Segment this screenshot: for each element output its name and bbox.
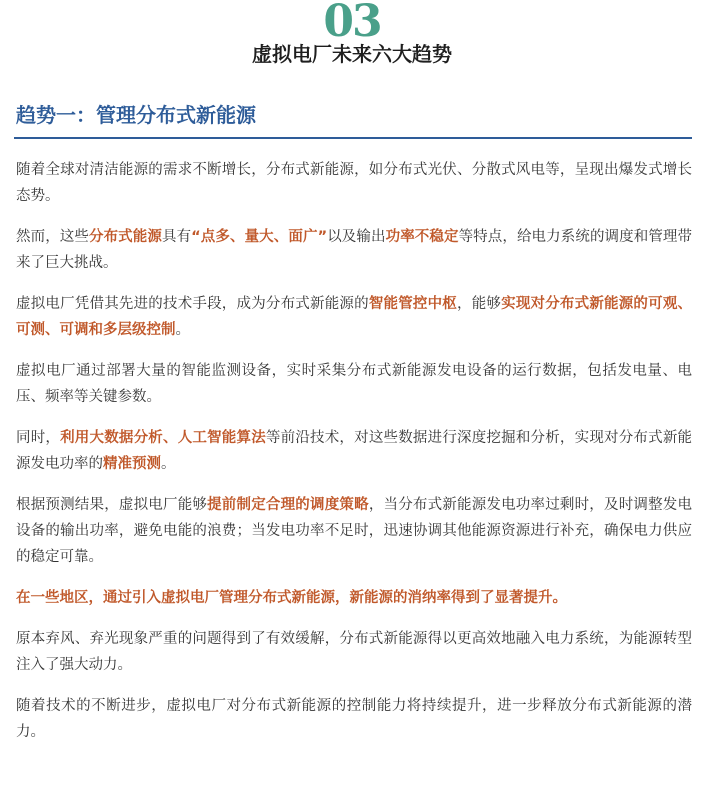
section-number: 03 — [323, 0, 381, 38]
paragraph-5 — [16, 425, 692, 477]
paragraph-1 — [16, 157, 692, 209]
paragraph-text: 。 — [161, 456, 176, 472]
paragraph-text: 等前沿技术，对这些数据进行深度挖掘和分析，实现对分布式新能源发电功率的 — [16, 430, 693, 472]
paragraph-2 — [16, 224, 692, 276]
paragraph-text: ，当分布式新能源发电功率过剩时，及时调整发电设备的输出功率，避免电能的浪费；当发电功率不足时，迅速协调其他能源资源进行补充，确保电力供应的稳定可靠。 — [16, 497, 693, 565]
highlight-text: 功率不稳定 — [385, 229, 459, 245]
paragraph-text: 根据预测结果，虚拟电厂能够 — [16, 497, 208, 513]
paragraph-text: 虚拟电厂凭借其先进的技术手段，成为分布式新能源的 — [16, 296, 369, 312]
paragraph-8 — [16, 626, 692, 678]
trend-heading: 趋势一：管理分布式新能源 — [16, 103, 256, 127]
paragraph-4 — [16, 358, 692, 410]
highlight-text: 在一些地区，通过引入虚拟电厂管理分布式新能源，新能源的消纳率得到了显著提升。 — [16, 590, 567, 606]
highlight-text: 利用大数据分析、人工智能算法 — [60, 430, 266, 446]
heading-divider — [14, 137, 692, 139]
paragraph-text: 。 — [175, 322, 190, 338]
article-body — [16, 157, 692, 760]
paragraph-3 — [16, 291, 692, 343]
paragraph-text: 具有 — [161, 229, 192, 245]
paragraph-text: 原本弃风、弃光现象严重的问题得到了有效缓解，分布式新能源得以更高效地融入电力系统，为能源转型注入了强大动力。 — [16, 631, 692, 673]
paragraph-text: 以及输出 — [327, 229, 386, 245]
paragraph-6 — [16, 492, 692, 570]
highlight-text: 分布式能源 — [88, 229, 162, 245]
section-title: 虚拟电厂未来六大趋势 — [252, 42, 452, 66]
paragraph-7-emphasis — [16, 585, 692, 611]
paragraph-text: 随着技术的不断进步，虚拟电厂对分布式新能源的控制能力将持续提升，进一步释放分布式新能源的潜力。 — [16, 698, 692, 740]
highlight-text: 精准预测 — [103, 456, 161, 472]
paragraph-text: ，能够 — [457, 296, 502, 312]
paragraph-text: 虚拟电厂通过部署大量的智能监测设备，实时采集分布式新能源发电设备的运行数据，包括发电量、电压、频率等关键参数。 — [16, 363, 692, 405]
highlight-text: 智能管控中枢 — [368, 296, 458, 312]
paragraph-9 — [16, 693, 692, 745]
highlight-text: “点多、量大、面广” — [191, 229, 328, 245]
paragraph-text: 同时， — [16, 430, 61, 446]
paragraph-text: 随着全球对清洁能源的需求不断增长，分布式新能源，如分布式光伏、分散式风电等，呈现出爆发式增长态势。 — [16, 162, 692, 204]
paragraph-text: 等特点，给电力系统的调度和管理带来了巨大挑战。 — [16, 229, 693, 271]
highlight-text: 实现对分布式新能源的可观、可测、可调和多层级控制 — [16, 296, 693, 338]
highlight-text: 提前制定合理的调度策略 — [207, 497, 369, 513]
paragraph-text: 然而，这些 — [16, 229, 89, 245]
